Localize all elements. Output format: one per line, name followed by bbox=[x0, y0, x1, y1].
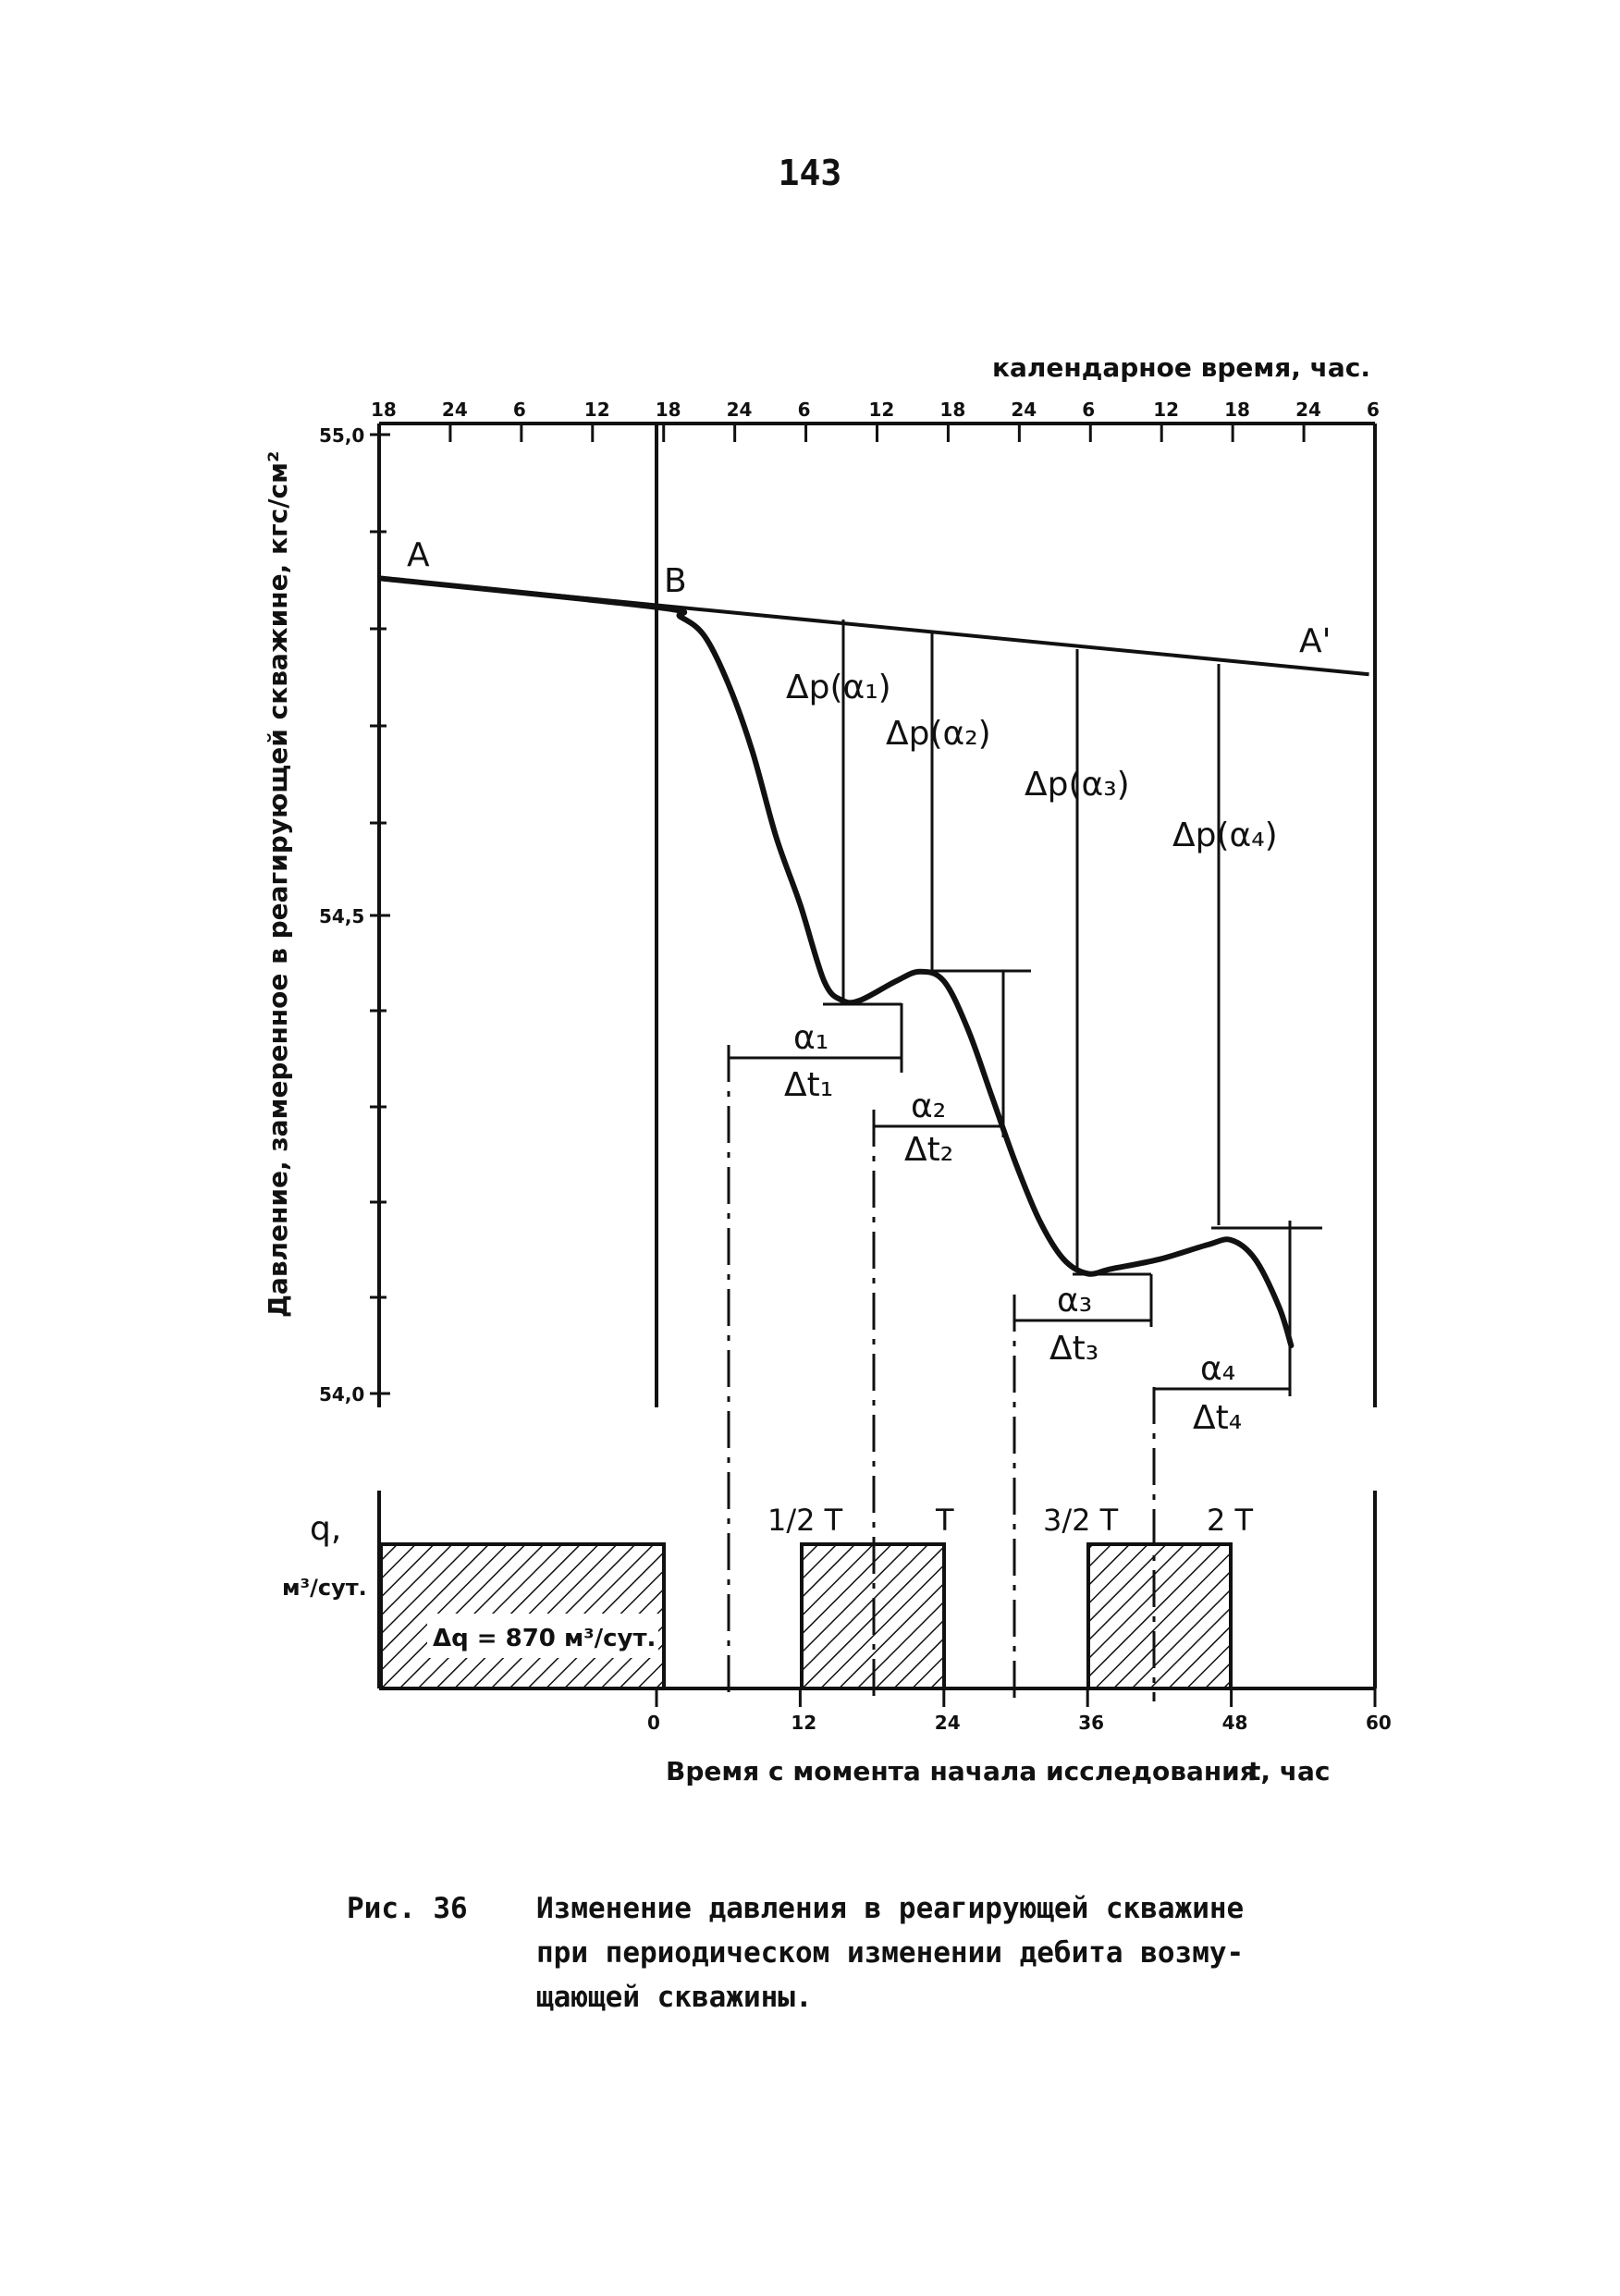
point-label-b: B bbox=[664, 562, 687, 600]
alpha-label-4: α₄ bbox=[1200, 1350, 1236, 1388]
x-axis-title: Время с момента начала исследования bbox=[666, 1756, 1257, 1786]
bottom-tick-label: 0 bbox=[647, 1712, 660, 1734]
dq-label: Δq = 870 м³/сут. bbox=[433, 1625, 657, 1652]
delta-p-label-2: Δp(α₂) bbox=[886, 715, 991, 753]
top-tick-label: 18 bbox=[655, 399, 681, 421]
top-tick-label: 24 bbox=[1295, 399, 1321, 421]
top-axis-title: календарное время, час. bbox=[992, 352, 1370, 383]
top-tick-label: 24 bbox=[726, 399, 753, 421]
delta-p-label-1: Δp(α₁) bbox=[786, 669, 891, 706]
alpha-label-2: α₂ bbox=[911, 1087, 947, 1125]
caption-line-3: щающей скважины. bbox=[536, 1981, 813, 2014]
caption-line-2: при периодическом изменении дебита возму- bbox=[536, 1936, 1245, 1970]
top-tick-label: 6 bbox=[1367, 399, 1380, 421]
delta-p-label-3: Δp(α₃) bbox=[1025, 766, 1130, 804]
top-tick-label: 6 bbox=[1082, 399, 1096, 421]
top-tick-label: 18 bbox=[1224, 399, 1250, 421]
bottom-tick-label: 12 bbox=[791, 1712, 817, 1734]
period-label-half-t: 1/2 T bbox=[767, 1503, 843, 1538]
period-label-3-2-t: 3/2 T bbox=[1043, 1503, 1119, 1538]
bottom-tick-label: 60 bbox=[1366, 1712, 1392, 1734]
flow-pulse-2 bbox=[802, 1544, 944, 1688]
point-label-a: A bbox=[407, 536, 430, 574]
point-label-a-prime: A' bbox=[1299, 622, 1332, 660]
alpha-label-1: α₁ bbox=[793, 1019, 829, 1057]
y-tick-54-5: 54,5 bbox=[319, 905, 365, 927]
top-tick-label: 6 bbox=[797, 399, 811, 421]
alpha-label-3: α₃ bbox=[1057, 1282, 1093, 1320]
top-tick-label: 18 bbox=[371, 399, 397, 421]
delta-p-label-4: Δp(α₄) bbox=[1172, 816, 1278, 854]
period-label-2t: 2 T bbox=[1207, 1503, 1254, 1538]
top-tick-label: 12 bbox=[1153, 399, 1180, 421]
top-tick-label: 6 bbox=[512, 399, 526, 421]
y-axis-title: Давление, замеренное в реагирующей скважине, кгс/см² bbox=[263, 450, 293, 1318]
y-tick-55-0: 55,0 bbox=[319, 424, 365, 447]
top-tick-label: 24 bbox=[441, 399, 468, 421]
q-unit: м³/сут. bbox=[282, 1575, 367, 1601]
y-tick-54-0: 54,0 bbox=[319, 1383, 365, 1406]
dt-label-3: Δt₃ bbox=[1049, 1330, 1099, 1368]
bottom-tick-label: 48 bbox=[1221, 1712, 1248, 1734]
caption-text bbox=[536, 1886, 1405, 2020]
q-label: q, bbox=[310, 1510, 342, 1548]
period-label-t: T bbox=[936, 1503, 954, 1538]
top-tick-label: 24 bbox=[1011, 399, 1037, 421]
top-tick-label: 18 bbox=[939, 399, 966, 421]
x-axis-variable: t, час bbox=[1248, 1756, 1331, 1786]
caption-line-1: Изменение давления в реагирующей скважине bbox=[536, 1892, 1245, 1925]
dt-label-4: Δt₄ bbox=[1193, 1399, 1243, 1437]
dt-label-2: Δt₂ bbox=[904, 1131, 954, 1169]
top-tick-label: 12 bbox=[868, 399, 895, 421]
bottom-tick-label: 24 bbox=[934, 1712, 961, 1734]
bottom-tick-label: 36 bbox=[1078, 1712, 1105, 1734]
dt-label-1: Δt₁ bbox=[784, 1066, 834, 1104]
page-number: 143 bbox=[778, 153, 842, 193]
top-tick-label: 12 bbox=[583, 399, 610, 421]
caption-label: Рис. 36 bbox=[347, 1892, 468, 1925]
flow-pulse-3 bbox=[1088, 1544, 1231, 1688]
